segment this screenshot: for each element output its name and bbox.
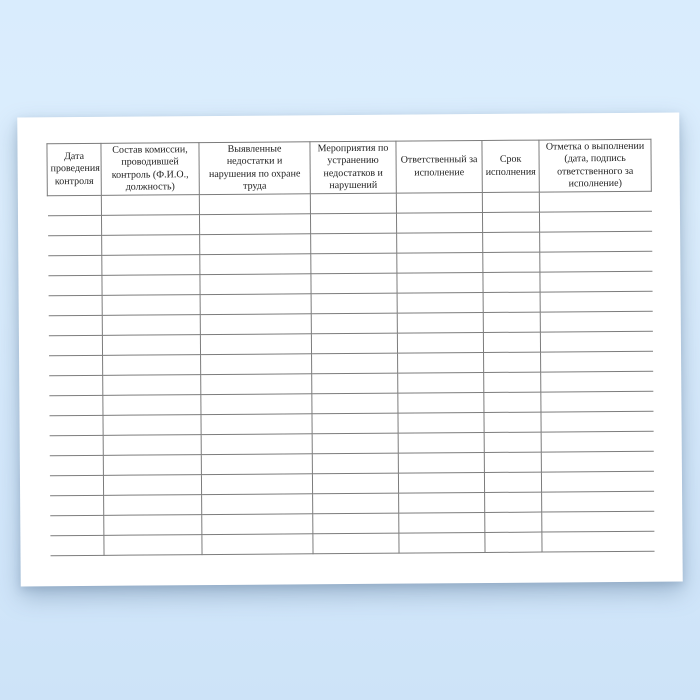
table-cell	[540, 251, 652, 272]
table-cell	[397, 292, 483, 313]
table-cell	[396, 213, 482, 234]
table-cell	[397, 273, 483, 294]
table-cell	[313, 493, 399, 514]
table-cell	[49, 415, 103, 435]
table-cell	[104, 535, 202, 556]
table-cell	[48, 235, 102, 255]
table-cell	[50, 535, 104, 555]
table-cell	[101, 195, 199, 216]
table-cell	[312, 353, 398, 374]
table-cell	[483, 292, 540, 312]
table-cell	[47, 195, 101, 215]
table-cell	[542, 531, 654, 552]
table-cell	[103, 375, 201, 396]
table-cell	[102, 335, 200, 356]
table-cell	[397, 312, 483, 333]
table-cell	[311, 333, 397, 354]
table-cell	[541, 371, 653, 392]
col-header-commission: Состав комиссии, проводившей контроль (Ф.И.О., должность)	[101, 143, 199, 196]
table-cell	[397, 253, 483, 274]
table-cell	[542, 491, 654, 512]
table-cell	[540, 231, 652, 252]
table-cell	[102, 315, 200, 336]
table-cell	[201, 474, 312, 495]
table-cell	[484, 432, 541, 452]
table-cell	[49, 355, 103, 375]
table-cell	[483, 232, 540, 252]
table-cell	[485, 492, 542, 512]
table-cell	[398, 352, 484, 373]
table-cell	[313, 513, 399, 534]
table-cell	[201, 354, 312, 375]
table-cell	[202, 534, 313, 555]
table-cell	[313, 533, 399, 554]
col-header-defects: Выявленные недостатки и нарушения по охране труда	[199, 142, 310, 195]
table-cell	[312, 393, 398, 414]
col-header-completion-mark: Отметка о выполнении (дата, подпись ответственного за исполнение)	[539, 139, 651, 192]
table-cell	[399, 512, 485, 533]
col-header-date: Дата проведения контроля	[47, 143, 101, 195]
table-cell	[312, 373, 398, 394]
table-cell	[202, 494, 313, 515]
table-cell	[312, 473, 398, 494]
table-cell	[201, 374, 312, 395]
table-cell	[101, 215, 199, 236]
table-cell	[312, 413, 398, 434]
table-cell	[397, 233, 483, 254]
table-cell	[541, 471, 653, 492]
table-cell	[311, 253, 397, 274]
table-cell	[398, 372, 484, 393]
table-cell	[199, 214, 310, 235]
table-cell	[399, 532, 485, 553]
table-cell	[104, 495, 202, 516]
table-body	[47, 191, 654, 556]
table-cell	[539, 211, 651, 232]
table-cell	[48, 275, 102, 295]
table-cell	[396, 193, 482, 214]
table-cell	[49, 455, 103, 475]
table-cell	[102, 235, 200, 256]
table-cell	[483, 252, 540, 272]
col-header-measures: Мероприятия по устранению недостатков и нарушений	[310, 141, 396, 194]
table-cell	[310, 193, 396, 214]
table-cell	[48, 315, 102, 335]
table-cell	[398, 452, 484, 473]
table-cell	[399, 492, 485, 513]
table-cell	[102, 295, 200, 316]
table-cell	[484, 352, 541, 372]
table-cell	[201, 394, 312, 415]
table-cell	[397, 332, 483, 353]
table-cell	[200, 274, 311, 295]
table-cell	[310, 213, 396, 234]
table-cell	[200, 254, 311, 275]
table-cell	[49, 375, 103, 395]
table-cell	[49, 435, 103, 455]
table-cell	[49, 395, 103, 415]
table-cell	[103, 395, 201, 416]
table-cell	[103, 455, 201, 476]
table-cell	[540, 311, 652, 332]
table-cell	[484, 392, 541, 412]
table-cell	[398, 472, 484, 493]
table-cell	[50, 495, 104, 515]
table-cell	[311, 293, 397, 314]
table-cell	[199, 194, 310, 215]
table-cell	[484, 472, 541, 492]
table-cell	[48, 335, 102, 355]
table-cell	[311, 313, 397, 334]
table-cell	[311, 233, 397, 254]
control-journal-table	[46, 139, 654, 557]
table-cell	[484, 452, 541, 472]
document-sheet	[17, 113, 683, 587]
table-cell	[50, 515, 104, 535]
table-cell	[483, 332, 540, 352]
table-cell	[541, 431, 653, 452]
table-cell	[102, 275, 200, 296]
table-cell	[485, 532, 542, 552]
table-cell	[47, 215, 101, 235]
table-cell	[539, 191, 651, 212]
table-cell	[103, 355, 201, 376]
table-cell	[200, 314, 311, 335]
table-row	[50, 531, 654, 556]
table-cell	[201, 414, 312, 435]
table-cell	[540, 291, 652, 312]
table-cell	[483, 272, 540, 292]
table-cell	[541, 391, 653, 412]
table-cell	[398, 412, 484, 433]
table-header	[47, 139, 651, 196]
table-cell	[202, 514, 313, 535]
table-cell	[312, 453, 398, 474]
table-cell	[541, 451, 653, 472]
table-cell	[104, 515, 202, 536]
table-cell	[200, 294, 311, 315]
table-cell	[103, 435, 201, 456]
table-cell	[540, 271, 652, 292]
table-cell	[482, 212, 539, 232]
table-cell	[541, 411, 653, 432]
table-cell	[201, 434, 312, 455]
table-cell	[103, 475, 201, 496]
table-cell	[484, 372, 541, 392]
table-cell	[200, 234, 311, 255]
col-header-responsible: Ответственный за исполнение	[396, 141, 482, 194]
table-cell	[542, 511, 654, 532]
table-cell	[48, 255, 102, 275]
table-cell	[49, 475, 103, 495]
table-cell	[541, 351, 653, 372]
table-cell	[398, 392, 484, 413]
table-cell	[482, 192, 539, 212]
table-cell	[311, 273, 397, 294]
table-cell	[48, 295, 102, 315]
col-header-deadline: Срок исполнения	[482, 140, 539, 192]
table-cell	[540, 331, 652, 352]
table-cell	[398, 432, 484, 453]
table-cell	[484, 412, 541, 432]
table-cell	[201, 454, 312, 475]
table-cell	[200, 334, 311, 355]
table-cell	[103, 415, 201, 436]
table-cell	[102, 255, 200, 276]
table-cell	[312, 433, 398, 454]
table-header-row	[47, 139, 651, 196]
table-cell	[483, 312, 540, 332]
table-cell	[485, 512, 542, 532]
